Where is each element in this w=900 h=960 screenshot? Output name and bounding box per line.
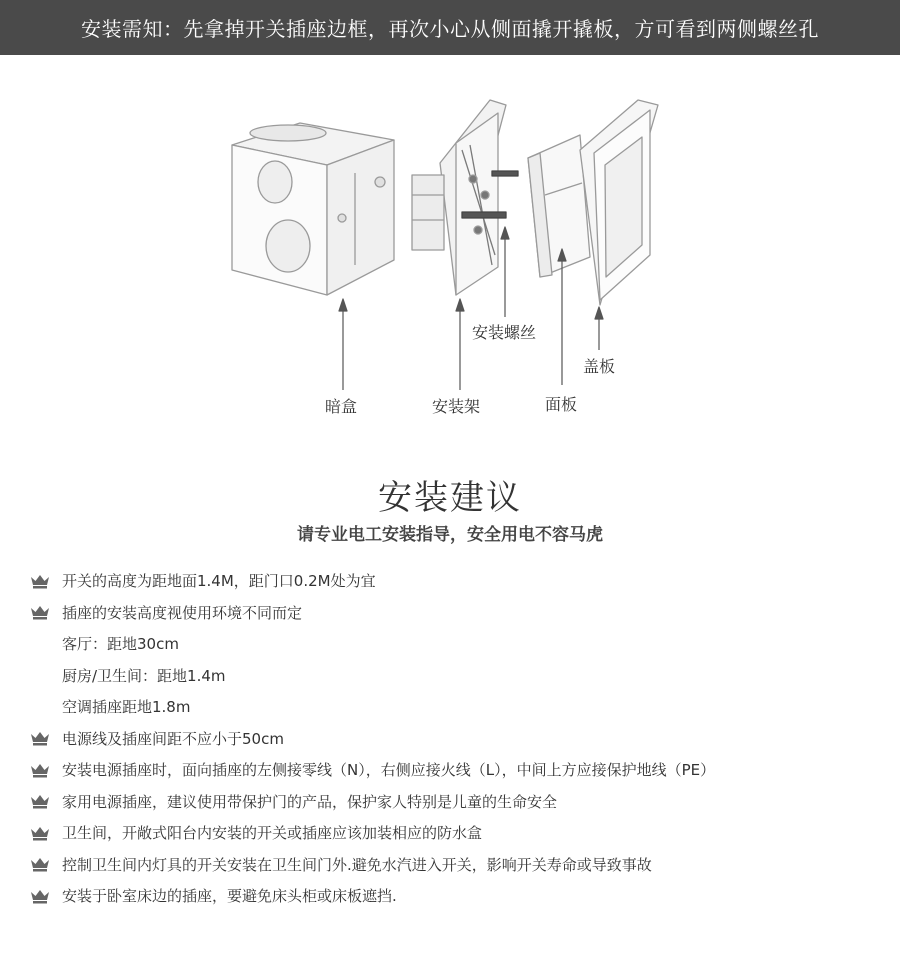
mount-frame-illustration — [412, 100, 518, 295]
tip-text: 控制卫生间内灯具的开关安装在卫生间门外.避免水汽进入开关，影响开关寿命或导致事故 — [62, 855, 652, 874]
label-cover: 盖板 — [583, 357, 616, 376]
tip-subitem — [30, 628, 890, 660]
diagram-drawing — [0, 55, 900, 435]
tip-item — [30, 817, 890, 849]
crown-icon — [30, 730, 62, 746]
crown-icon — [30, 825, 62, 841]
top-banner — [0, 0, 900, 55]
crown-icon — [30, 604, 62, 620]
crown-icon — [30, 888, 62, 904]
tip-item — [30, 754, 890, 786]
tip-text: 家用电源插座，建议使用带保护门的产品，保护家人特别是儿童的生命安全 — [62, 792, 558, 811]
tip-text: 客厅：距地30cm — [62, 635, 179, 654]
tip-item — [30, 597, 890, 629]
tip-item — [30, 723, 890, 755]
crown-icon — [30, 793, 62, 809]
tip-text: 空调插座距地1.8m — [62, 698, 191, 717]
cover-illustration — [580, 100, 658, 305]
crown-icon — [30, 573, 62, 589]
tip-text: 卫生间，开敞式阳台内安装的开关或插座应该加装相应的防水盒 — [62, 824, 483, 843]
tip-text: 开关的高度为距地面1.4M，距门口0.2M处为宜 — [62, 572, 376, 591]
dark-box-illustration — [232, 123, 394, 295]
label-dark-box: 暗盒 — [325, 397, 358, 416]
label-screws: 安装螺丝 — [472, 323, 537, 342]
label-panel: 面板 — [545, 395, 578, 414]
tip-item — [30, 880, 890, 912]
tip-item — [30, 565, 890, 597]
tip-item — [30, 786, 890, 818]
section-title: 安装建议 — [378, 478, 522, 518]
crown-icon — [30, 856, 62, 872]
tip-item — [30, 849, 890, 881]
tip-subitem — [30, 660, 890, 692]
banner-text: 安装需知：先拿掉开关插座边框，再次小心从侧面撬开撬板，方可看到两侧螺丝孔 — [81, 17, 819, 41]
crown-icon — [30, 762, 62, 778]
label-mount-frame: 安装架 — [432, 397, 481, 416]
tip-text: 安装于卧室床边的插座，要避免床头柜或床板遮挡. — [62, 887, 397, 906]
tip-subitem — [30, 691, 890, 723]
installation-tips-list — [30, 565, 890, 912]
tip-text: 电源线及插座间距不应小于50cm — [62, 729, 284, 748]
tip-text: 厨房/卫生间：距地1.4m — [62, 666, 226, 685]
section-subtitle: 请专业电工安装指导，安全用电不容马虎 — [297, 525, 603, 545]
tip-text: 插座的安装高度视使用环境不同而定 — [62, 603, 303, 622]
tip-text: 安装电源插座时，面向插座的左侧接零线（N），右侧应接火线（L），中间上方应接保护地线（PE） — [62, 761, 716, 780]
exploded-diagram — [0, 55, 900, 435]
